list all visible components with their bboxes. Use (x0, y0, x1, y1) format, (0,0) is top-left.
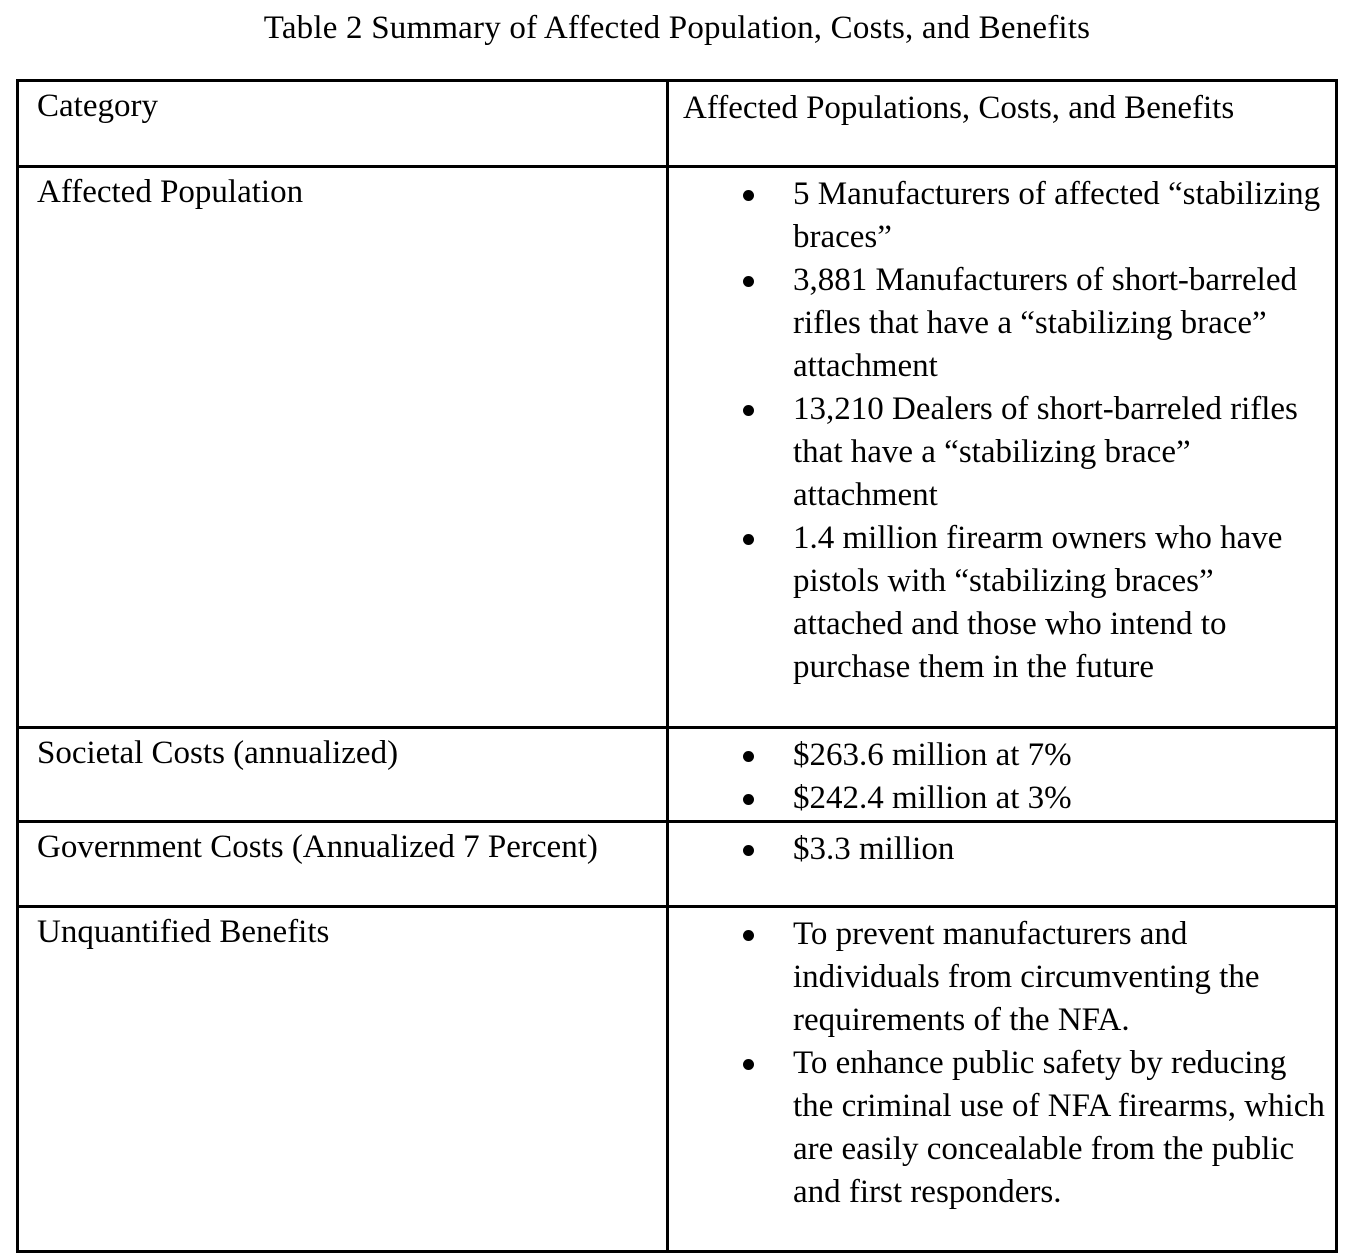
list-item (669, 828, 1327, 871)
details-cell (668, 822, 1337, 907)
table-row (18, 907, 1337, 1252)
bullet-icon (743, 534, 754, 545)
table-row (18, 728, 1337, 822)
bullet-icon (743, 190, 754, 201)
bullet-icon (743, 794, 754, 805)
category-cell: Government Costs (Annualized 7 Percent) (18, 822, 668, 907)
details-cell (668, 728, 1337, 822)
table-row (18, 167, 1337, 728)
table-row (18, 822, 1337, 907)
category-cell: Unquantified Benefits (18, 907, 668, 1252)
list-item (669, 734, 1327, 777)
bullet-icon (743, 1059, 754, 1070)
bullet-icon (743, 751, 754, 762)
list-item (669, 388, 1327, 517)
summary-table (16, 79, 1338, 1253)
list-item-text: $242.4 million at 3% (793, 780, 1072, 816)
category-cell: Affected Population (18, 167, 668, 728)
details-cell (668, 907, 1337, 1252)
bullet-list (669, 734, 1327, 820)
list-item-text: $263.6 million at 7% (793, 737, 1072, 773)
bullet-icon (743, 845, 754, 856)
list-item-text: $3.3 million (793, 831, 955, 867)
list-item-text: 13,210 Dealers of short-barreled rifles that have a “stabilizing brace” attachment (793, 391, 1298, 513)
details-cell (668, 167, 1337, 728)
list-item-text: 1.4 million firearm owners who have pistols with “stabilizing braces” attached and those who intend to purchase them in the future (793, 520, 1283, 685)
list-item-text: To prevent manufacturers and individuals from circumventing the requirements of the NFA. (793, 916, 1260, 1038)
bullet-icon (743, 405, 754, 416)
list-item-text: To enhance public safety by reducing the criminal use of NFA firearms, which are easily concealable from the public and first responders. (793, 1045, 1325, 1210)
list-item (669, 1042, 1327, 1214)
list-item (669, 259, 1327, 388)
list-item-text: 3,881 Manufacturers of short-barreled rifles that have a “stabilizing brace” attachment (793, 262, 1297, 384)
list-item-text: 5 Manufacturers of affected “stabilizing braces” (793, 176, 1321, 255)
header-details (668, 81, 1337, 167)
bullet-list (669, 913, 1327, 1214)
bullet-list (669, 173, 1327, 689)
list-item (669, 173, 1327, 259)
table-header-row (18, 81, 1337, 167)
table-title: Table 2 Summary of Affected Population, Costs, and Benefits (263, 10, 1091, 46)
list-item (669, 913, 1327, 1042)
bullet-icon (743, 930, 754, 941)
category-cell: Societal Costs (annualized) (18, 728, 668, 822)
header-category: Category (18, 81, 668, 167)
list-item (669, 777, 1327, 820)
list-item (669, 517, 1327, 689)
bullet-icon (743, 276, 754, 287)
bullet-list (669, 828, 1327, 871)
header-details-label: Affected Populations, Costs, and Benefits (683, 90, 1235, 126)
